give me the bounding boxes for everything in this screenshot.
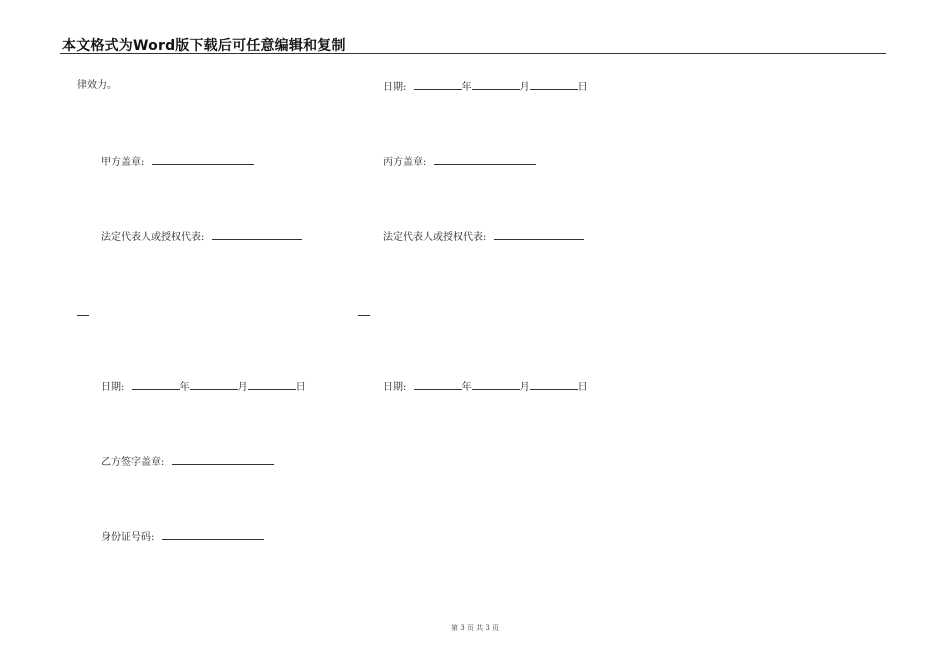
header-divider [60, 53, 886, 54]
year-label: 年 [179, 382, 190, 393]
year-blank[interactable] [414, 380, 462, 390]
legal-rep-left-label: 法定代表人或授权代表: [101, 232, 205, 243]
month-blank[interactable] [190, 380, 238, 390]
legal-rep-left-blank[interactable] [212, 230, 302, 240]
date-field-left [101, 380, 306, 394]
legal-rep-right-blank[interactable] [494, 230, 584, 240]
month-label: 月 [237, 382, 248, 393]
party-b-sign-field [101, 455, 274, 469]
party-a-seal-blank[interactable] [152, 155, 254, 165]
date-field-top-right [383, 80, 588, 94]
underline-continuation-right [358, 315, 370, 316]
party-b-sign-blank[interactable] [172, 455, 274, 465]
id-number-field [101, 530, 264, 544]
party-c-seal-label: 丙方盖章: [383, 157, 427, 168]
party-a-seal-label: 甲方盖章: [101, 157, 145, 168]
underline-continuation-left [77, 315, 89, 316]
id-number-label: 身份证号码: [101, 532, 155, 543]
day-blank[interactable] [530, 380, 578, 390]
year-blank[interactable] [414, 80, 462, 90]
page-header-title: 本文格式为Word版下载后可任意编辑和复制 [62, 38, 346, 54]
date-label: 日期: [383, 382, 407, 393]
date-label: 日期: [383, 82, 407, 93]
law-effect-text: 律效力。 [77, 80, 117, 91]
month-blank[interactable] [472, 80, 520, 90]
month-label: 月 [519, 82, 530, 93]
party-a-seal-field [101, 155, 254, 169]
day-label: 日 [577, 382, 588, 393]
date-field-right [383, 380, 588, 394]
day-blank[interactable] [530, 80, 578, 90]
day-label: 日 [295, 382, 306, 393]
year-blank[interactable] [132, 380, 180, 390]
legal-rep-right-field [383, 230, 584, 244]
day-blank[interactable] [248, 380, 296, 390]
page-number-footer: 第 3 页 共 3 页 [450, 624, 500, 632]
legal-rep-left-field [101, 230, 302, 244]
year-label: 年 [461, 82, 472, 93]
legal-rep-right-label: 法定代表人或授权代表: [383, 232, 487, 243]
month-label: 月 [519, 382, 530, 393]
year-label: 年 [461, 382, 472, 393]
month-blank[interactable] [472, 380, 520, 390]
party-c-seal-field [383, 155, 536, 169]
party-c-seal-blank[interactable] [434, 155, 536, 165]
date-label: 日期: [101, 382, 125, 393]
day-label: 日 [577, 82, 588, 93]
id-number-blank[interactable] [162, 530, 264, 540]
party-b-sign-label: 乙方签字盖章: [101, 457, 165, 468]
